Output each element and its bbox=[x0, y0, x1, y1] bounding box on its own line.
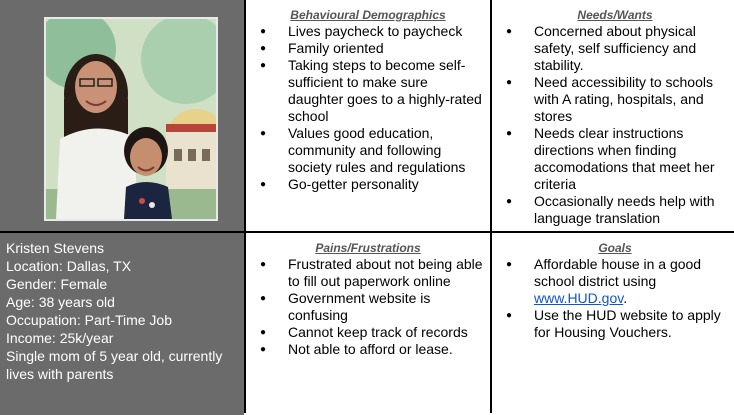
pains-frustrations-cell bbox=[246, 233, 490, 415]
list-item: ● Government website is confusing bbox=[288, 290, 484, 324]
needs-list bbox=[492, 23, 734, 227]
list-item: ● Not able to afford or lease. bbox=[288, 341, 484, 358]
profile-occupation: Occupation: Part-Time Job bbox=[6, 312, 172, 328]
needs-heading: Needs/Wants bbox=[577, 8, 653, 22]
persona-photo bbox=[44, 17, 218, 221]
needs-wants-cell bbox=[492, 0, 734, 231]
pains-list bbox=[246, 256, 490, 358]
list-item: ● Go-getter personality bbox=[288, 176, 484, 193]
pains-heading: Pains/Frustrations bbox=[315, 241, 421, 255]
goals-list bbox=[492, 256, 734, 341]
profile-cell bbox=[0, 233, 244, 415]
profile-income: Income: 25k/year bbox=[6, 330, 114, 346]
goal-period: . bbox=[623, 290, 628, 306]
behavioural-list bbox=[246, 23, 490, 193]
profile-gender: Gender: Female bbox=[6, 276, 108, 292]
goals-heading: Goals bbox=[598, 241, 632, 255]
list-item: ● Needs clear instructions directions when finding accomodations that meet her criteria bbox=[534, 125, 732, 193]
goals-cell bbox=[492, 233, 734, 415]
list-item: ● Taking steps to become self-sufficient to make sure daughter goes to a highly-rated school bbox=[288, 57, 484, 125]
list-item: ● Need accessibility to schools with A rating, hospitals, and stores bbox=[534, 74, 732, 125]
profile-age: Age: 38 years old bbox=[6, 294, 115, 310]
list-item: ● Family oriented bbox=[288, 40, 484, 57]
goal-text: Affordable house in a good school district using bbox=[534, 256, 702, 289]
list-item: ● Occasionally needs help with language translation bbox=[534, 193, 732, 227]
list-item: ● Frustrated about not being able to fill out paperwork online bbox=[288, 256, 484, 290]
profile-details bbox=[0, 233, 244, 383]
list-item: ● Cannot keep track of records bbox=[288, 324, 484, 341]
list-item: ● Values good education, community and following society rules and regulations bbox=[288, 125, 484, 176]
hud-link[interactable]: www.HUD.gov bbox=[534, 290, 624, 306]
list-item: ● Concerned about physical safety, self sufficiency and stability. bbox=[534, 23, 732, 74]
profile-note: Single mom of 5 year old, currently lives with parents bbox=[6, 348, 223, 382]
profile-name: Kristen Stevens bbox=[6, 240, 105, 256]
list-item: ● Use the HUD website to apply for Housing Vouchers. bbox=[534, 307, 732, 341]
list-item bbox=[534, 256, 732, 307]
profile-location: Location: Dallas, TX bbox=[6, 258, 132, 274]
list-item: ● Lives paycheck to paycheck bbox=[288, 23, 484, 40]
photo-cell bbox=[0, 0, 244, 231]
behavioural-demographics-cell bbox=[246, 0, 490, 231]
behavioural-heading: Behavioural Demographics bbox=[290, 8, 446, 22]
